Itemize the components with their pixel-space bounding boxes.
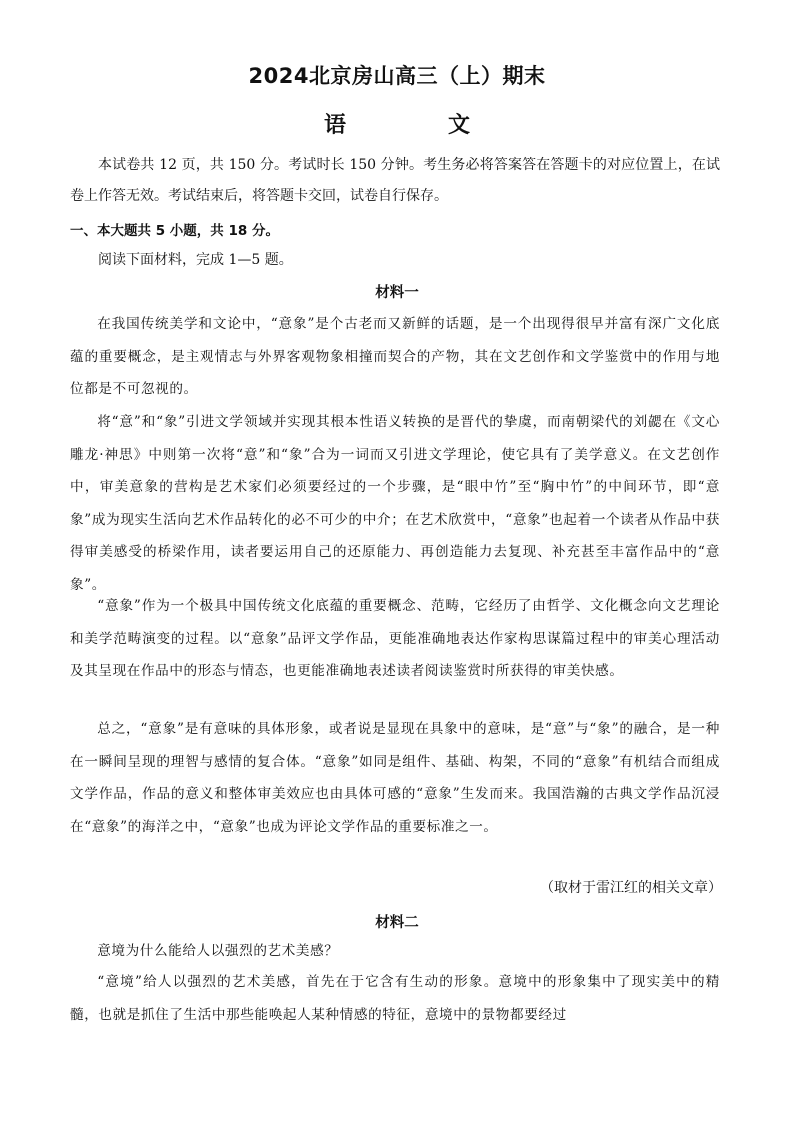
material2-paragraph-1: 意境为什么能给人以强烈的艺术美感？: [97, 943, 339, 959]
material1-paragraph-2: 将“意”和“象”引进文学领域并实现其根本性语义转换的是晋代的挚虞，而南朝梁代的刘勰在《文心雕龙·神思》中则第一次将“意”和“象”合为一词而又引进文学理论，使它具有了美学意义。在文艺创作中，审美意象的营构是艺术家们必须要经过的一个步骤，是“眼中竹”至“胸中竹”的中间环节，即“意象”成为现实生活向艺术作品转化的必不可少的中介；在艺术欣赏中，“意象”也起着一个读者从作品中获得审美感受的桥梁作用，读者要运用自己的还原能力、再创造能力去复现、补充甚至丰富作品中的“意象”。: [70, 414, 720, 593]
material1-heading: 材料一: [375, 285, 419, 301]
material2-paragraph-2: “意境”给人以强烈的艺术美感，首先在于它含有生动的形象。意境中的形象集中了现实美中的精髓，也就是抓住了生活中那些能唤起人某种情感的特征，意境中的景物都要经过: [70, 974, 720, 1023]
material1-paragraph-4: 总之，“意象”是有意味的具体形象，或者说是显现在具象中的意味，是“意”与“象”的融合，是一种在一瞬间呈现的理智与感情的复合体。“意象”如同是组件、基础、构架，不同的“意象”有机结合而组成文学作品，作品的意义和整体审美效应也由具体可感的“意象”生发而来。我国浩瀚的古典文学作品沉浸在“意象”的海洋之中，“意象”也成为评论文学作品的重要标准之一。: [70, 721, 720, 835]
material1-paragraph-1: 在我国传统美学和文论中，“意象”是个古老而又新鲜的话题，是一个出现得很早并富有深广文化底蕴的重要概念，是主观情志与外界客观物象相撞而契合的产物，其在文艺创作和文学鉴赏中的作用与地位都是不可忽视的。: [70, 316, 720, 397]
page-title: 2024北京房山高三（上）期末: [248, 64, 546, 88]
subject-title: 语 文: [323, 112, 510, 138]
section-prompt: 阅读下面材料，完成 1—5 题。: [98, 252, 293, 268]
material2-heading: 材料二: [375, 915, 419, 931]
instructions-paragraph: 本试卷共 12 页，共 150 分。考试时长 150 分钟。考生务必将答案答在答题卡的对应位置上，在试卷上作答无效。考试结束后，将答题卡交回，试卷自行保存。: [70, 157, 720, 204]
section-title: 一、本大题共 5 小题，共 18 分。: [70, 223, 279, 239]
material1-source: （取材于雷江红的相关文章）: [540, 880, 722, 896]
material1-paragraph-3: “意象”作为一个极具中国传统文化底蕴的重要概念、范畴，它经历了由哲学、文化概念向文艺理论和美学范畴演变的过程。以“意象”品评文学作品，更能准确地表达作家构思谋篇过程中的审美心理活动及其呈现在作品中的形态与情态，也更能准确地表述读者阅读鉴赏时所获得的审美快感。: [70, 598, 720, 679]
